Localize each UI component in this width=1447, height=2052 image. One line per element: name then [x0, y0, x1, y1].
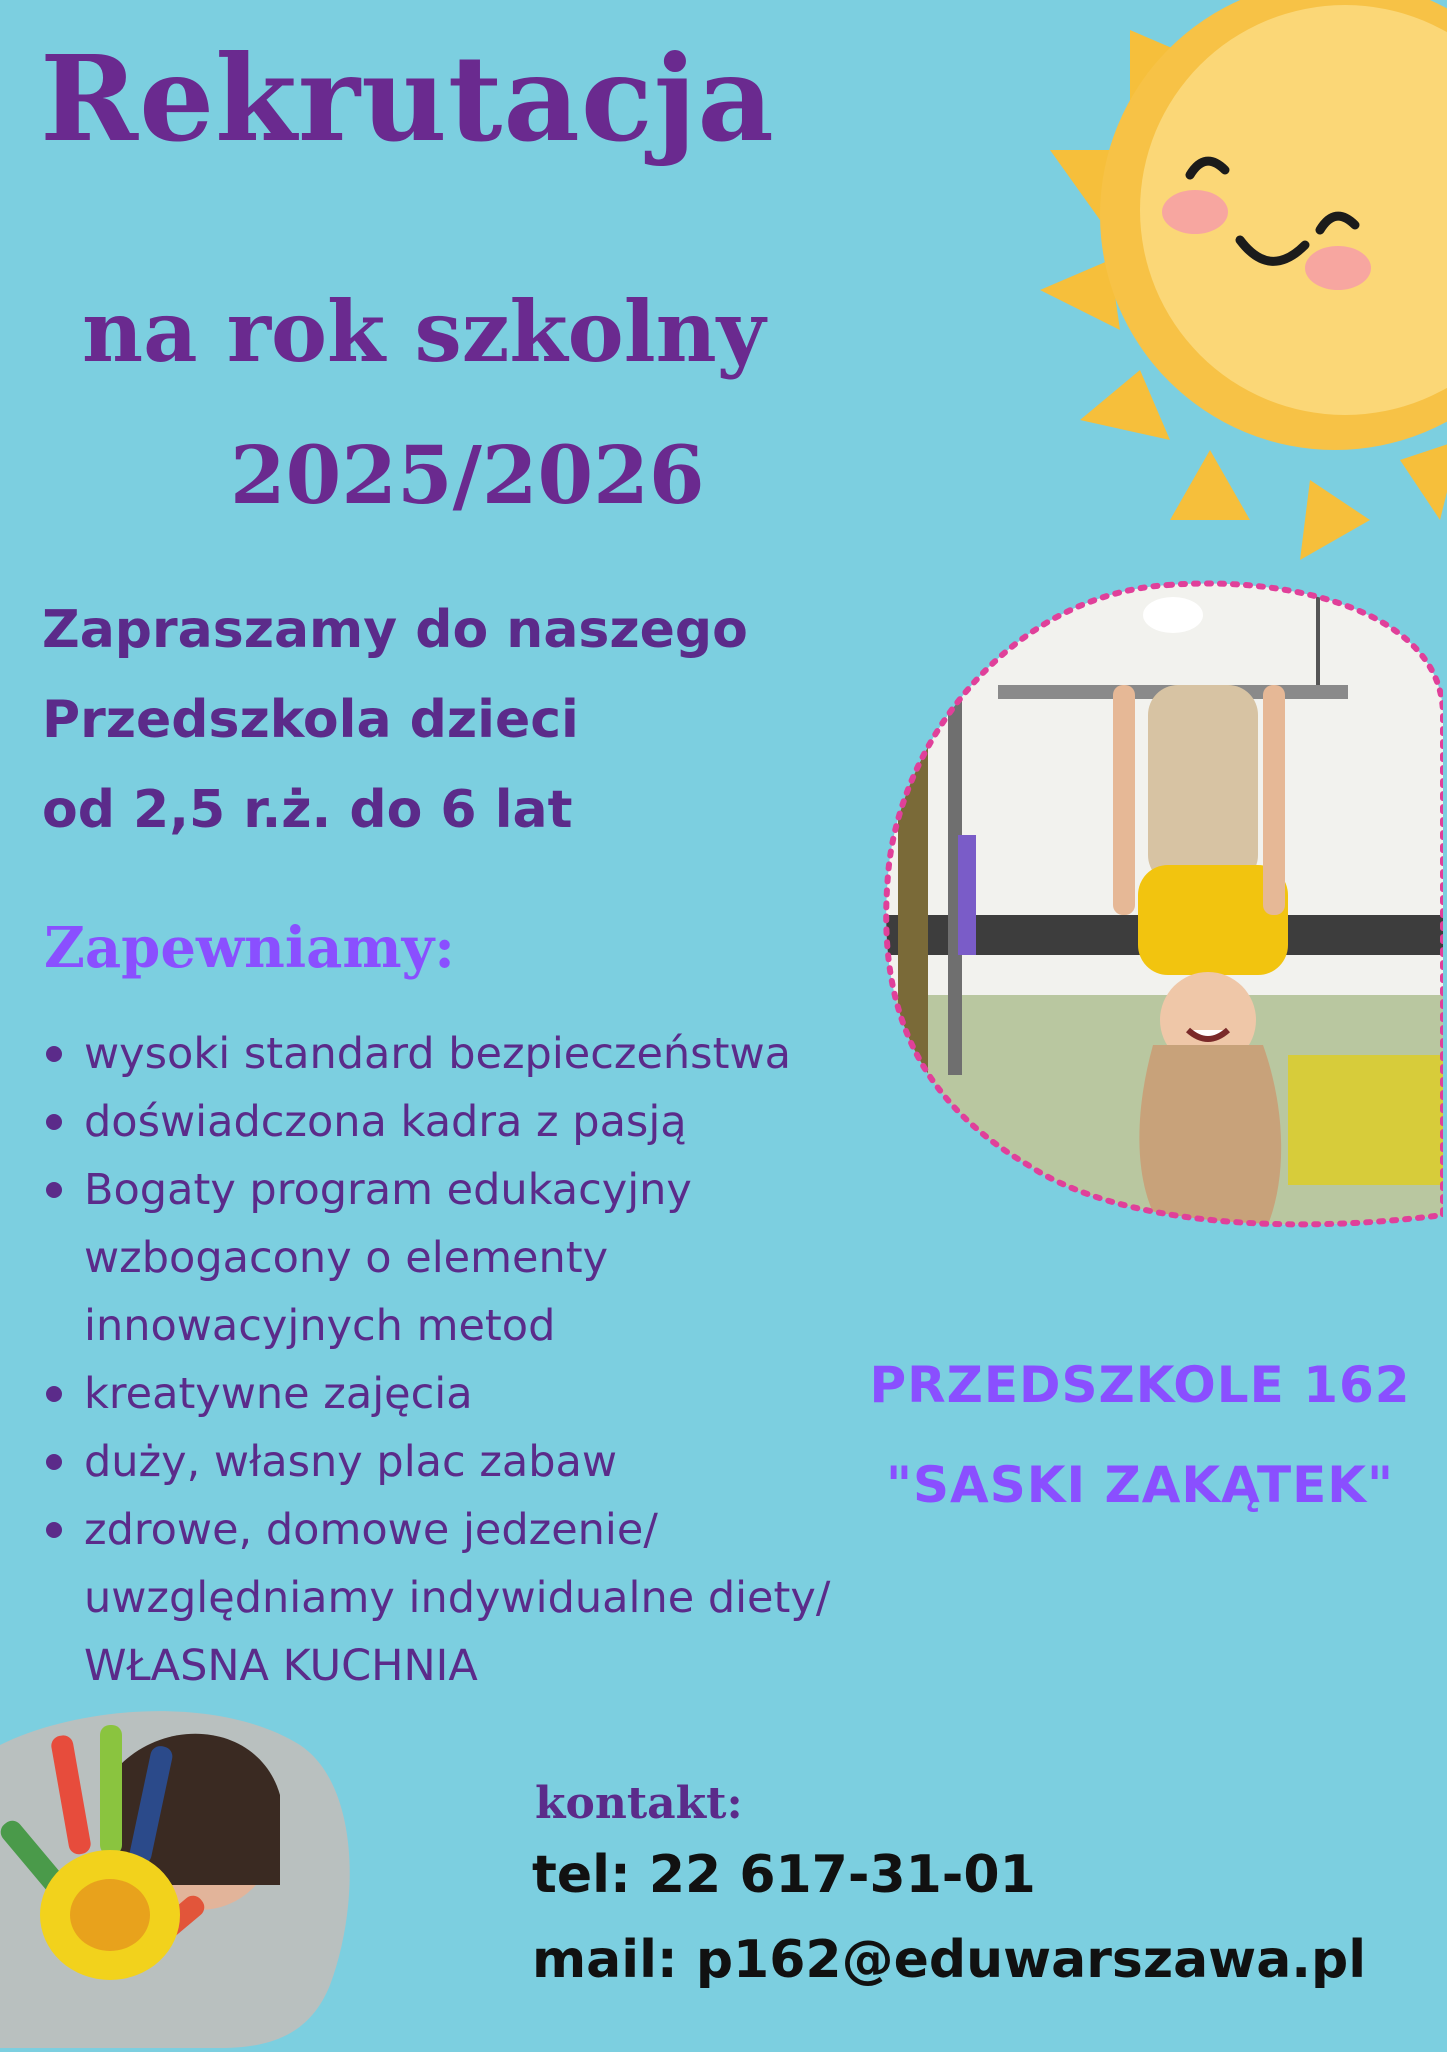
page-title: Rekrutacja: [40, 29, 775, 168]
girl-hanging-upside-down-photo: [868, 575, 1443, 1245]
school-name-line: "SASKI ZAKĄTEK": [885, 1456, 1395, 1514]
list-item: kreatywne zajęcia: [42, 1360, 922, 1428]
list-item: doświadczona kadra z pasją: [42, 1088, 922, 1156]
bullet-icon: [46, 1386, 62, 1402]
phone-number[interactable]: tel: 22 617-31-01: [532, 1845, 1036, 1905]
invite-line: Zapraszamy do naszego: [42, 600, 748, 660]
list-item: duży, własny plac zabaw: [42, 1428, 922, 1496]
bullet-icon: [46, 1454, 62, 1470]
bullet-icon: [46, 1182, 62, 1198]
provide-label: Zapewniamy:: [44, 915, 455, 981]
bullet-icon: [46, 1046, 62, 1062]
smiling-sun-icon: [900, 0, 1447, 570]
email-address[interactable]: mail: p162@eduwarszawa.pl: [532, 1930, 1367, 1990]
page-subtitle: na rok szkolny: [82, 282, 766, 381]
bullet-icon: [46, 1114, 62, 1130]
list-item: Bogaty program edukacyjny wzbogacony o elementy innowacyjnych metod: [42, 1156, 922, 1360]
school-year: 2025/2026: [230, 428, 705, 522]
invite-text: [42, 585, 748, 855]
contact-label: kontakt:: [535, 1778, 743, 1829]
bullet-icon: [46, 1522, 62, 1538]
invite-line: od 2,5 r.ż. do 6 lat: [42, 780, 573, 840]
features-list: [42, 1020, 922, 1700]
painted-hand-photo: [0, 1705, 360, 2048]
list-item: wysoki standard bezpieczeństwa: [42, 1020, 922, 1088]
school-name-line: PRZEDSZKOLE 162: [869, 1356, 1411, 1414]
list-item: zdrowe, domowe jedzenie/ uwzględniamy indywidualne diety/ WŁASNA KUCHNIA: [42, 1496, 922, 1700]
school-name: [860, 1335, 1420, 1535]
invite-line: Przedszkola dzieci: [42, 690, 579, 750]
